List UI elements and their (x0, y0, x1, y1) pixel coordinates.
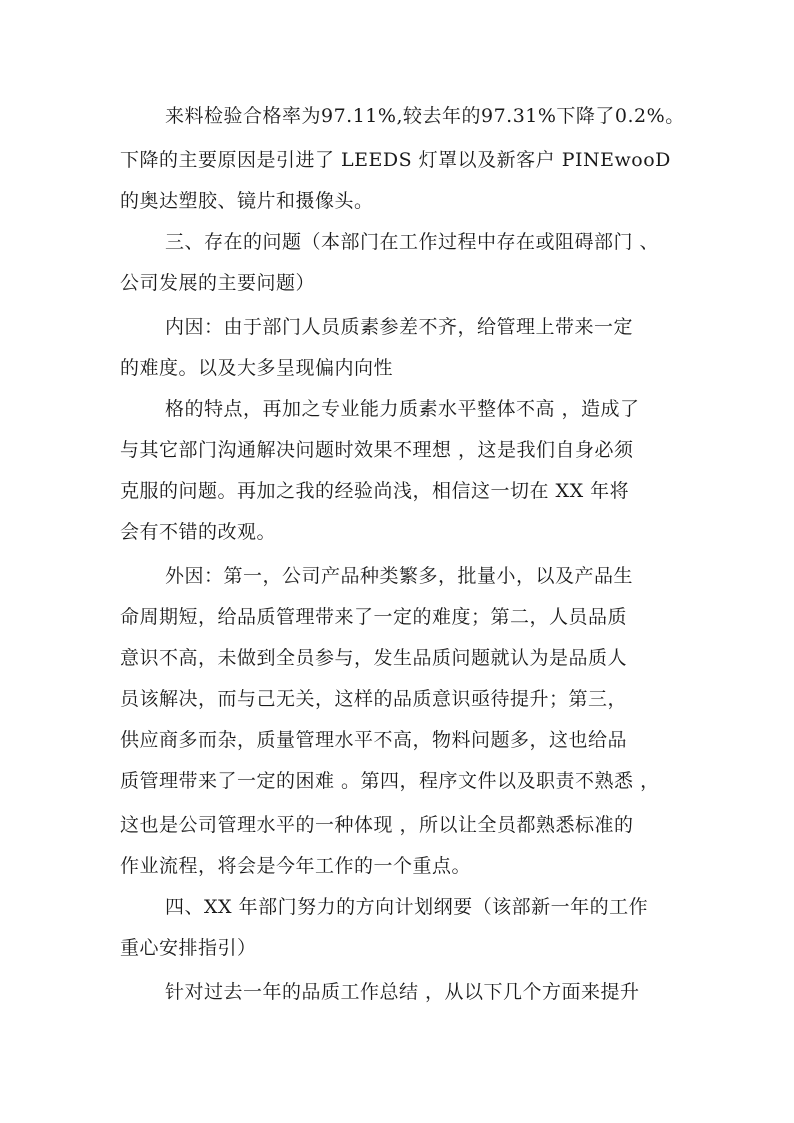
text-line: 作业流程，将会是今年工作的一个重点。 (120, 855, 472, 877)
text-line: 格的特点，再加之专业能力质素水平整体不高 ，造成了 (165, 398, 640, 420)
text-line: 公司发展的主要问题） (120, 272, 316, 294)
text-line: 重心安排指引） (120, 937, 257, 959)
text-line: 内因：由于部门人员质素参差不齐，给管理上带来一定 (165, 316, 634, 338)
text-line: 意识不高，未做到全员参与，发生品质问题就认为是品质人 (120, 647, 628, 669)
text-line: 供应商多而杂，质量管理水平不高，物料问题多，这也给品 (120, 729, 628, 751)
text-line: 的奥达塑胶、镜片和摄像头。 (120, 190, 374, 212)
text-line: 的难度。以及大多呈现偏内向性 (120, 357, 394, 379)
text-line: 这也是公司管理水平的一种体现 ，所以让全员都熟悉标准的 (120, 814, 634, 836)
text-line: 命周期短，给品质管理带来了一定的难度；第二，人员品质 (120, 606, 628, 628)
text-line: 会有不错的改观。 (120, 521, 277, 543)
section-heading-plan: 四、XX 年部门努力的方向计划纲要（该部新一年的工作 (165, 896, 649, 918)
text-line: 与其它部门沟通解决问题时效果不理想 ，这是我们自身必须 (120, 439, 634, 461)
text-line: 质管理带来了一定的困难 。第四，程序文件以及职责不熟悉 ， (120, 770, 660, 792)
section-heading-problems: 三、存在的问题（本部门在工作过程中存在或阻碍部门 、 (165, 231, 660, 253)
text-line: 员该解决，而与己无关，这样的品质意识亟待提升；第三， (120, 688, 628, 710)
text-line: 下降的主要原因是引进了 LEEDS 灯罩以及新客户 PINEwooD (120, 149, 671, 171)
text-line: 外因：第一，公司产品种类繁多，批量小，以及产品生 (165, 565, 634, 587)
text-line: 克服的问题。再加之我的经验尚浅，相信这一切在 XX 年将 (120, 480, 630, 502)
text-line: 针对过去一年的品质工作总结 ，从以下几个方面来提升 (165, 981, 640, 1003)
text-line: 来料检验合格率为97.11%,较去年的97.31%下降了0.2%。 (165, 105, 685, 127)
